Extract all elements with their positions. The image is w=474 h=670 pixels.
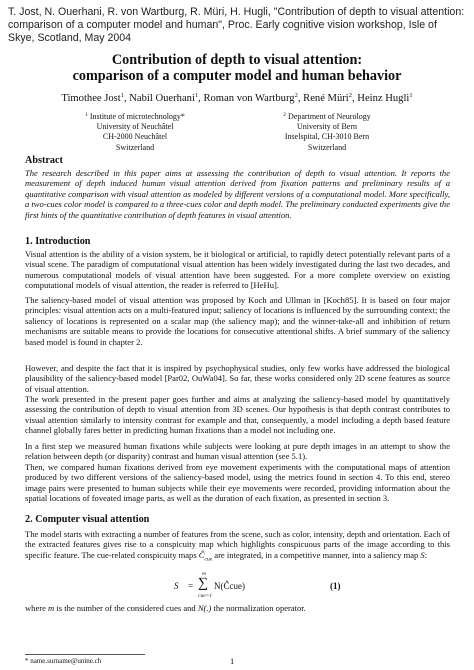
intro-paragraph-6: Then, we compared human fixations derived from eye movement experiments with the computational maps of attention produced by two different versions of the saliency-based model, using the metrics found in section 4. To this end, stereo image pairs were presented to human subjects while their eye movements were recorded, providing information about the spatial locations of foveated image parts, as well as the duration of each fixation, as presented in section 3. [25,462,450,504]
affiliation-line: Switzerland [307,142,347,152]
citation-header: T. Jost, N. Ouerhani, R. von Wartburg, R. Müri, H. Hugli, "Contribution of depth to visual attention: comparison of a computer model and human", Proc. Early cognitive vision workshop, Isle of Skye, Scotland, May 2004 [8,6,465,45]
author-list: Timothee Jost$^1$, Nabil Ouerhani$^1$, Roman von Wartburg$^2$, René Müri$^2$, Heinz Hugli$^1$ [61,92,413,104]
intro-paragraph-4: The work presented in the present paper goes further and aims at analyzing the saliency-based model by quantitatively assessing the contribution of depth to visual attention from 3D scenes. Our hypothesis is that depth contrast contributes to visual attention similarly to intensity contrast for example and that, consequently, a model including a depth based feature channel globally fares better in predicting human fixations than a model not including one. [25,394,450,436]
footnote-email: * name.surname@unine.ch [25,657,102,665]
affiliation-mark: 2 [283,112,287,118]
affiliation-line: CH-2000 Neuchâtel [102,132,168,142]
affiliation-line: University of Neuchâtel [96,122,174,132]
equation-lhs: S [174,581,179,591]
title-line-2: comparison of a computer model and human behavior [72,68,402,84]
summation-symbol: ∑ [198,576,208,591]
normalization-operator-symbol: N(.) [197,603,212,613]
conspicuity-map-subscript: cue [204,556,213,563]
affiliation-line: Department of Neurology [288,112,371,121]
paper-title [0,52,474,84]
author-name: René Müri [303,93,349,104]
author-mark: 2 [348,92,352,99]
affiliation-line: Switzerland [115,142,155,152]
intro-paragraph-5: In a first step we measured human fixations while subjects were looking at pure depth images in an attempt to show the relation between depth (or disparity) contrast and human visual attention (see 5.1). [25,441,450,462]
author-name: Roman von Wartburg [203,93,295,104]
affiliation-line: Institute of microtechnology* [89,112,185,121]
page-number: 1 [230,656,235,666]
abstract-heading: Abstract [25,155,63,166]
author-mark: 1 [120,92,124,99]
sum-lower-bound: cue=1 [198,593,213,599]
model-paragraph [25,529,450,565]
author-name: Nabil Ouerhani [129,93,195,104]
section-1-heading: 1. Introduction [25,236,91,247]
after-eq-text: the normalization operator. [213,603,306,613]
affiliation-line: Inselspital, CH-3010 Bern [284,132,370,142]
saliency-map-symbol: S [420,549,425,560]
equation-number: (1) [330,581,341,591]
section-2-heading: 2. Computer visual attention [25,514,150,525]
affiliation-bern [262,110,392,153]
author-mark: 1 [409,92,413,99]
intro-paragraph-1: Visual attention is the ability of a vision system, be it biological or artificial, to rapidly detect potentially relevant parts of a visual scene. The paradigm of computational visual attention has been widely investigated during the last two decades, and numerous computational models of visual attention have been suggested. For a more complete overview on existing computational models of visual attention, the reader is referred to [HeHu]. [25,249,450,291]
author-name: Timothee Jost [61,93,121,104]
intro-paragraph-3: However, and despite the fact that it is inspired by psychophysical studies, only few works have addressed the biological plausibility of the saliency-based model [Par02, OuWa04]. So far, these works considered only 2D scene features as source of visual attention. [25,363,450,394]
model-text: are [214,549,225,560]
affiliation-mark: 1 [85,112,88,118]
model-text: The model starts with extracting a number of features from the scene, such as color, intensity, depth and orientation. Each of the extracted features gives rise to a conspicuity map which highlights conspicuous parts of the image according to this specific feature. The cue-related conspicuity maps [25,529,450,560]
after-eq-text: is the number of the considered cues and [56,603,196,613]
equation-body: N(Ĉcue) [214,581,245,591]
cue-count-symbol: m [48,603,55,613]
after-equation-paragraph [25,603,450,613]
footnote-separator [25,654,145,655]
intro-paragraph-2: The saliency-based model of visual attention was proposed by Koch and Ullman in [Koch85]. It is based on four major principles: visual attention acts on a multi-featured input; saliency of locations is influenced by the surrounding context; the saliency of locations is represented on a scalar map (the saliency map); and the winner-take-all and inhibition of return mechanisms are suitable means to provide the locations for consecutive attentional shifts. A brief summary of the saliency based model is found in chapter 2. [25,295,450,347]
author-name: Heinz Hugli [357,93,410,104]
model-text: integrated, in a competitive manner, into a saliency map [226,549,419,560]
abstract-paragraph: The research described in this paper aims at assessing the contribution of depth to visual attention. It reports the measurement of depth induced human visual attention derived from fixation patterns and preliminary results of a quantitative comparison with visual attention as modeled by different versions of a computational model. More specifically, a two-cues color model is compared to a three-cues color and depth model. The preliminary conducted experiments give the first hints of the quantitative contribution of depth features in visual attention. [25,168,450,220]
model-text: : [424,549,428,560]
equation-equals: = [188,581,194,591]
affiliation-line: University of Bern [297,122,357,132]
sum-upper-bound: m [202,571,206,577]
affiliation-neuchatel [70,110,200,153]
conspicuity-map-symbol: Ĉ [198,549,205,560]
equation-1 [166,573,296,601]
author-mark: 2 [294,92,298,99]
after-eq-text: where [25,603,46,613]
author-mark: 1 [194,92,199,99]
title-line-1: Contribution of depth to visual attention: [111,52,363,68]
